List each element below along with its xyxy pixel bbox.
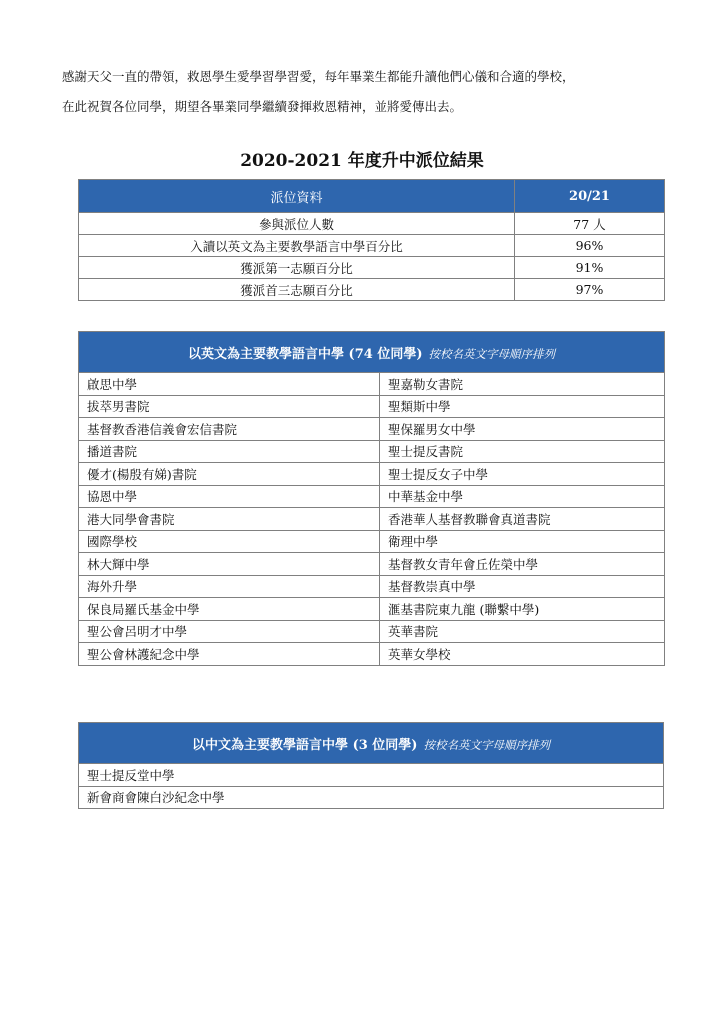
table-heading: [79, 332, 665, 373]
table-row: [79, 463, 665, 486]
table-heading: [79, 723, 664, 764]
table-row: [79, 418, 665, 441]
table-row: [79, 598, 665, 621]
school-cell: 聖保羅男女中學: [380, 418, 665, 441]
table-row: [79, 279, 665, 301]
school-cell: 聖類斯中學: [380, 395, 665, 418]
cmi-schools-table: [78, 722, 664, 809]
table-row: [79, 764, 664, 787]
column-header: 20/21: [515, 180, 665, 213]
sort-note: 按校名英文字母順序排列: [423, 737, 550, 752]
school-cell: 英華書院: [380, 620, 665, 643]
school-cell: 聖嘉勒女書院: [380, 373, 665, 396]
school-cell: 協恩中學: [79, 485, 380, 508]
table-header-row: [79, 180, 665, 213]
school-cell: 保良局羅氏基金中學: [79, 598, 380, 621]
intro-line: 在此祝賀各位同學，期望各畢業同學繼續發揮救恩精神，並將愛傳出去。: [62, 99, 463, 114]
intro-line: 感謝天父一直的帶領，救恩學生愛學習學習愛，每年畢業生都能升讀他們心儀和合適的學校，: [62, 69, 575, 84]
school-cell: 聖公會林護紀念中學: [79, 643, 380, 666]
school-cell: 啟思中學: [79, 373, 380, 396]
school-cell: 基督教香港信義會宏信書院: [79, 418, 380, 441]
school-cell: 新會商會陳白沙紀念中學: [79, 786, 664, 809]
table-cell: 參與派位人數: [79, 213, 515, 235]
table-heading-text: 以英文為主要教學語言中學 (74 位同學): [188, 346, 423, 362]
intro-paragraph: [62, 62, 682, 122]
table-row: [79, 440, 665, 463]
table-header-row: [79, 332, 665, 373]
school-cell: 基督教崇真中學: [380, 575, 665, 598]
school-cell: 優才(楊殷有娣)書院: [79, 463, 380, 486]
emi-schools-table: [78, 331, 665, 666]
school-cell: 播道書院: [79, 440, 380, 463]
table-cell: 96%: [515, 235, 665, 257]
school-cell: 拔萃男書院: [79, 395, 380, 418]
school-cell: 港大同學會書院: [79, 508, 380, 531]
table-cell: 77 人: [515, 213, 665, 235]
sort-note: 按校名英文字母順序排列: [428, 346, 555, 361]
table-row: [79, 257, 665, 279]
school-cell: 衛理中學: [380, 530, 665, 553]
table-row: [79, 395, 665, 418]
table-cell: 獲派第一志願百分比: [79, 257, 515, 279]
table-cell: 97%: [515, 279, 665, 301]
table-row: [79, 373, 665, 396]
table-row: [79, 553, 665, 576]
table-cell: 入讀以英文為主要教學語言中學百分比: [79, 235, 515, 257]
table-row: [79, 508, 665, 531]
school-cell: 聖士提反堂中學: [79, 764, 664, 787]
column-header: 派位資料: [79, 180, 515, 213]
table-row: [79, 235, 665, 257]
school-cell: 聖士提反女子中學: [380, 463, 665, 486]
table-row: [79, 485, 665, 508]
school-cell: 基督教女青年會丘佐榮中學: [380, 553, 665, 576]
table-row: [79, 575, 665, 598]
school-cell: 聖公會呂明才中學: [79, 620, 380, 643]
table-cell: 91%: [515, 257, 665, 279]
school-cell: 香港華人基督教聯會真道書院: [380, 508, 665, 531]
school-cell: 中華基金中學: [380, 485, 665, 508]
school-cell: 聖士提反書院: [380, 440, 665, 463]
table-row: [79, 530, 665, 553]
school-cell: 海外升學: [79, 575, 380, 598]
table-cell: 獲派首三志願百分比: [79, 279, 515, 301]
school-cell: 滙基書院東九龍 (聯繫中學): [380, 598, 665, 621]
table-row: [79, 643, 665, 666]
school-cell: 國際學校: [79, 530, 380, 553]
school-cell: 英華女學校: [380, 643, 665, 666]
table-header-row: [79, 723, 664, 764]
page-title: 2020-2021 年度升中派位結果: [240, 151, 484, 171]
allocation-table: [78, 179, 665, 301]
school-cell: 林大輝中學: [79, 553, 380, 576]
table-row: [79, 213, 665, 235]
table-row: [79, 786, 664, 809]
table-heading-text: 以中文為主要教學語言中學 (3 位同學): [192, 737, 418, 753]
table-row: [79, 620, 665, 643]
